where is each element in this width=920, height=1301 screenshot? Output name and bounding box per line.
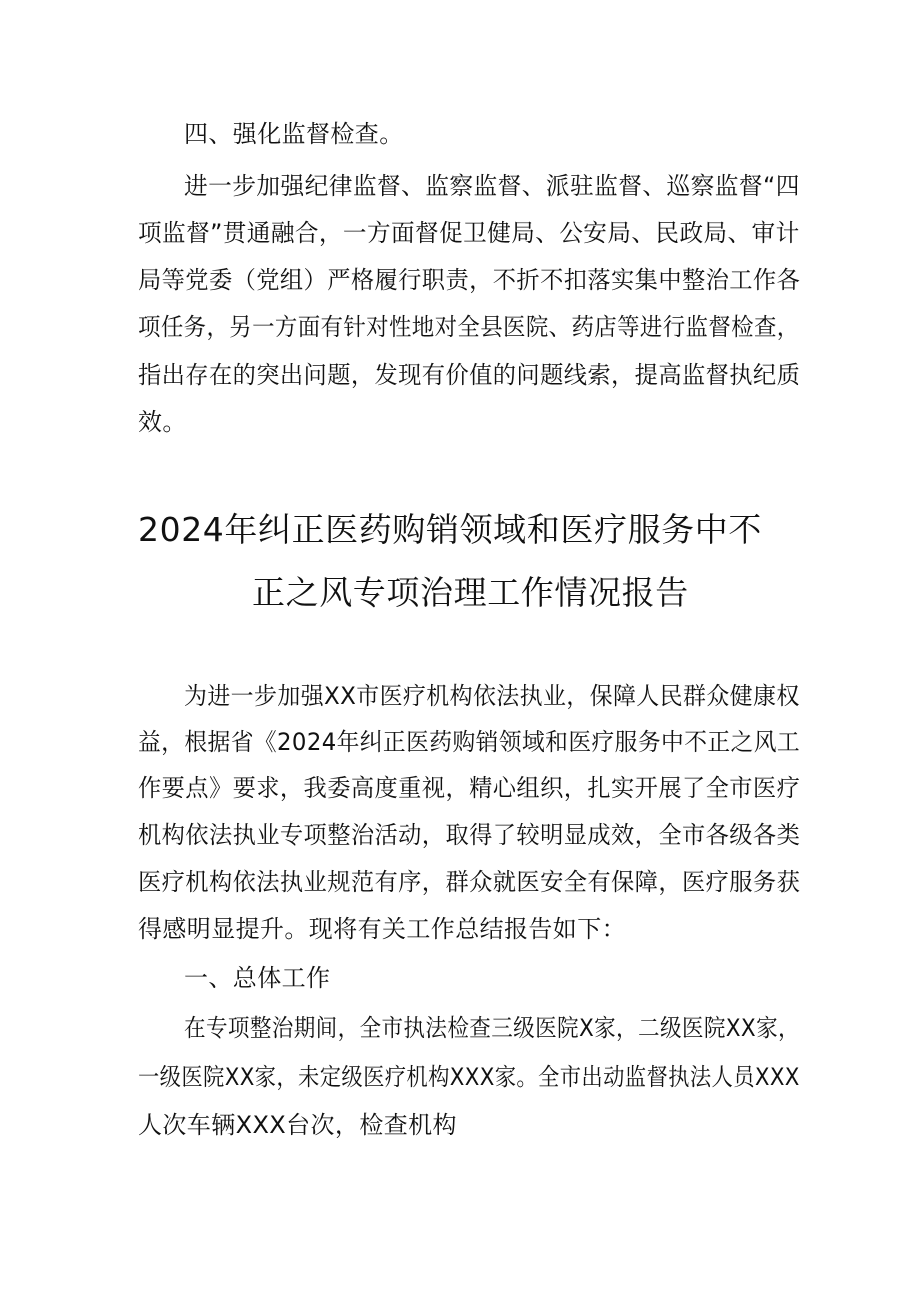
paragraph-line: 得感明显提升。现将有关工作总结报告如下：	[138, 915, 626, 943]
report-title-line-2: 正之风专项治理工作情况报告	[252, 573, 689, 612]
paragraph-line: 进一步加强纪律监督、监察监督、派驻监督、巡察监督“四	[184, 172, 800, 200]
paragraph-line: 效。	[138, 408, 187, 436]
paragraph-line: 益，根据省《2024年纠正医药购销领域和医疗服务中不正之风工	[138, 728, 801, 756]
paragraph-line: 指出存在的突出问题，发现有价值的问题线索，提高监督执纪质	[138, 361, 801, 389]
section-heading-1: 一、总体工作	[184, 964, 331, 992]
paragraph-line: 项任务，另一方面有针对性地对全县医院、药店等进行监督检查，	[138, 313, 800, 341]
paragraph-line: 项监督”贯通融合，一方面督促卫健局、公安局、民政局、审计	[138, 219, 800, 247]
paragraph-line: 局等党委（党组）严格履行职责，不折不扣落实集中整治工作各	[138, 266, 801, 294]
paragraph-line: 机构依法执业专项整治活动，取得了较明显成效，全市各级各类	[138, 821, 801, 849]
paragraph-line: 为进一步加强XX市医疗机构依法执业，保障人民群众健康权	[184, 682, 800, 710]
paragraph-line: 作要点》要求，我委高度重视，精心组织，扎实开展了全市医疗	[138, 774, 801, 802]
report-title-line-1: 2024年纠正医药购销领域和医疗服务中不	[138, 510, 762, 549]
paragraph-line: 在专项整治期间，全市执法检查三级医院X家，二级医院XX家，	[184, 1014, 800, 1042]
paragraph-line: 人次车辆XXX台次，检查机构	[138, 1111, 457, 1139]
paragraph-line: 医疗机构依法执业规范有序，群众就医安全有保障，医疗服务获	[138, 868, 801, 896]
section-heading-4: 四、强化监督检查。	[184, 120, 404, 148]
paragraph-line: 一级医院XX家，未定级医疗机构XXX家。全市出动监督执法人员XXX	[138, 1063, 800, 1091]
